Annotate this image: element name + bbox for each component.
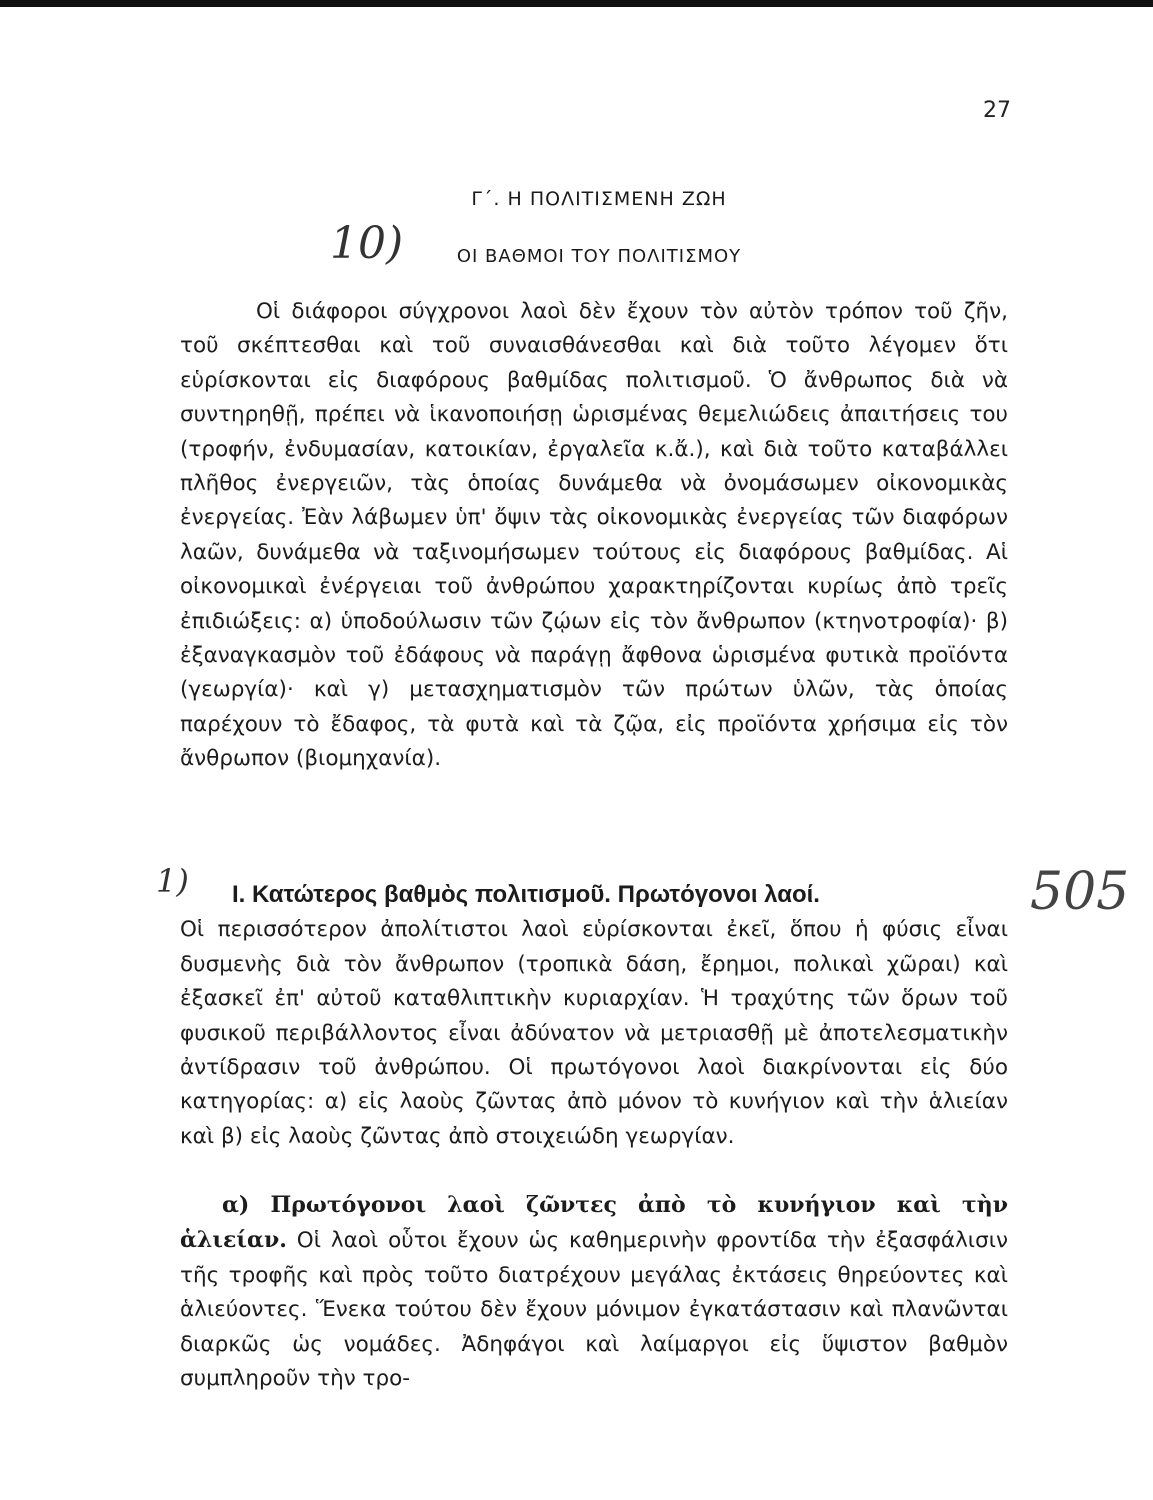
handwritten-mark-10: 10) [330,218,404,269]
page-number: 27 [983,98,1011,123]
handwritten-mark-505: 505 [1030,862,1130,922]
scan-top-edge [0,0,1153,7]
section-title: ΟΙ ΒΑΘΜΟΙ ΤΟΥ ΠΟΛΙΤΙΣΜΟΥ [456,246,742,267]
handwritten-mark-1: 1) [156,862,189,900]
section-1-heading-line [180,878,1008,913]
subsection-a-text: Οἱ λαοὶ οὗτοι ἔχουν ὡς καθημερινὴν φροντίδα τὴν ἐξασφάλισιν τῆς τροφῆς καὶ πρὸς τοῦτο διατρέχουν μεγάλας ἐκτάσεις θηρεύοντες καὶ ἁλιεύοντες. Ἕνεκα τούτου δὲν ἔχουν μόνιμον ἐγκατάστασιν καὶ πλανῶνται διαρκῶς ὡς νομάδες. Ἀδηφάγοι καὶ λαίμαργοι εἰς ὕψιστον βαθμὸν συμπληροῦν τὴν τρο- [180,1228,1008,1392]
section-1-heading: I. Κατώτερος βαθμὸς πολιτισμοῦ. Πρωτόγονοι λαοί. [232,881,820,908]
section-1-text: Οἱ περισσότερον ἀπολίτιστοι λαοὶ εὑρίσκονται ἐκεῖ, ὅπου ἡ φύσις εἶναι δυσμενὴς διὰ τὸν ἄνθρωπον (τροπικὰ δάση, ἔρημοι, πολικαὶ χῶραι) καὶ ἐξασκεῖ ἐπ' αὐτοῦ καταθλιπτικὴν κυριαρχίαν. Ἡ τραχύτης τῶν ὅρων τοῦ φυσικοῦ περιβάλλοντος εἶναι ἀδύνατον νὰ μετριασθῇ μὲ ἀποτελεσματικὴν ἀντίδρασιν τοῦ ἀνθρώπου. Οἱ πρωτόγονοι λαοὶ διακρίνονται εἰς δύο κατηγορίας: α) εἰς λαοὺς ζῶντας ἀπὸ μόνον τὸ κυνήγιον καὶ τὴν ἁλιείαν καὶ β) εἰς λαοὺς ζῶντας ἀπὸ στοιχειώδη γεωργίαν. [180,917,1008,1149]
subsection-a-paragraph [180,1188,1008,1396]
intro-paragraph: Οἱ διάφοροι σύγχρονοι λαοὶ δὲν ἔχουν τὸν αὐτὸν τρόπον τοῦ ζῆν, τοῦ σκέπτεσθαι καὶ τοῦ συναισθάνεσθαι καὶ διὰ τοῦτο λέγομεν ὅτι εὑρίσκονται εἰς διαφόρους βαθμίδας πολιτισμοῦ. Ὁ ἄνθρωπος διὰ νὰ συντηρηθῇ, πρέπει νὰ ἱκανοποιήσῃ ὡρισμένας θεμελιώδεις ἀπαιτήσεις του (τροφήν, ἐνδυμασίαν, κατοικίαν, ἐργαλεῖα κ.ἄ.), καὶ διὰ τοῦτο καταβάλλει πλῆθος ἐνεργειῶν, τὰς ὁποίας δυνάμεθα νὰ ὀνομάσωμεν οἰκονομικὰς ἐνεργείας. Ἐὰν λάβωμεν ὑπ' ὄψιν τὰς οἰκονομικὰς ἐνεργείας τῶν διαφόρων λαῶν, δυνάμεθα νὰ ταξινομήσωμεν τούτους εἰς διαφόρους βαθμίδας. Αἱ οἰκονομικαὶ ἐνέργειαι τοῦ ἀνθρώπου χαρακτηρίζονται κυρίως ἀπὸ τρεῖς ἐπιδιώξεις: α) ὑποδούλωσιν τῶν ζῴων εἰς τὸν ἄνθρωπον (κτηνοτροφία)· β) ἐξαναγκασμὸν τοῦ ἐδάφους νὰ παράγῃ ἄφθονα ὡρισμένα φυτικὰ προϊόντα (γεωργία)· καὶ γ) μετασχηματισμὸν τῶν πρώτων ὑλῶν, τὰς ὁποίας παρέχουν τὸ ἔδαφος, τὰ φυτὰ καὶ τὰ ζῷα, εἰς προϊόντα χρήσιμα εἰς τὸν ἄνθρωπον (βιομηχανία). [180,299,1008,772]
section-1-paragraph [180,878,1008,1154]
subsection-a-heading: α) Πρωτόγονοι λαοὶ ζῶντες ἀπὸ τὸ κυνήγιον καὶ τὴν ἁλιείαν. [180,1192,1008,1254]
chapter-title: Γ΄. Η ΠΟΛΙΤΙΣΜΕΝΗ ΖΩΗ [471,188,727,210]
